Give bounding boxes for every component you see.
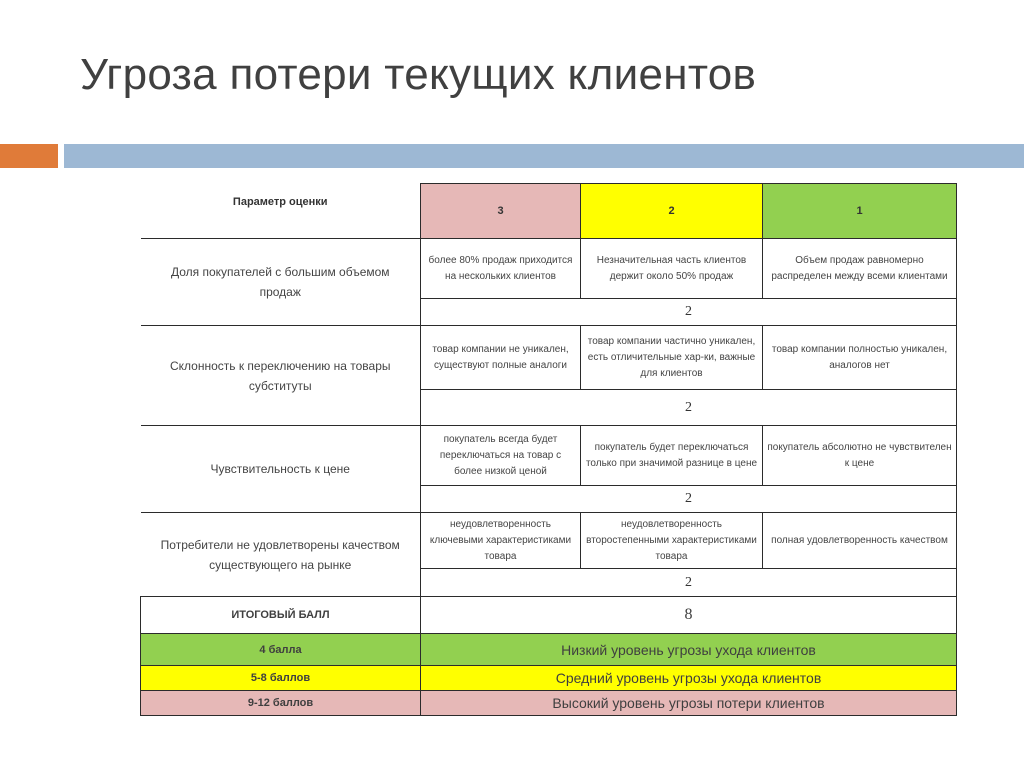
total-label: ИТОГОВЫЙ БАЛЛ — [141, 597, 421, 634]
table-row — [141, 426, 957, 486]
accent-bar-orange — [0, 144, 58, 168]
assessment-table — [140, 183, 957, 716]
page-title: Угроза потери текущих клиентов — [80, 50, 757, 99]
header-score-2: 2 — [581, 184, 763, 239]
table-header-row — [141, 184, 957, 239]
header-score-3: 3 — [421, 184, 581, 239]
desc-2: товар компании частично уникален, есть отличительные хар-ки, важные для клиентов — [581, 326, 763, 390]
level-label: 5-8 баллов — [141, 666, 421, 691]
desc-1: покупатель абсолютно не чувствителен к цене — [763, 426, 957, 486]
total-row — [141, 597, 957, 634]
level-label: 9-12 баллов — [141, 691, 421, 716]
level-row-medium — [141, 666, 957, 691]
level-text: Высокий уровень угрозы потери клиентов — [421, 691, 957, 716]
desc-3: товар компании не уникален, существуют полные аналоги — [421, 326, 581, 390]
param-label: Чувствительность к цене — [141, 426, 421, 513]
table-row — [141, 326, 957, 390]
desc-3: покупатель всегда будет переключаться на товар с более низкой ценой — [421, 426, 581, 486]
desc-2: Незначительная часть клиентов держит около 50% продаж — [581, 239, 763, 299]
desc-3: неудовлетворенность ключевыми характеристиками товара — [421, 513, 581, 569]
desc-2: покупатель будет переключаться только при значимой разнице в цене — [581, 426, 763, 486]
level-text: Средний уровень угрозы ухода клиентов — [421, 666, 957, 691]
desc-1: Объем продаж равномерно распределен между всеми клиентами — [763, 239, 957, 299]
table-row — [141, 513, 957, 569]
header-score-1: 1 — [763, 184, 957, 239]
level-text: Низкий уровень угрозы ухода клиентов — [421, 634, 957, 666]
desc-1: полная удовлетворенность качеством — [763, 513, 957, 569]
row-score: 2 — [421, 299, 957, 326]
param-label: Доля покупателей с большим объемом продаж — [141, 239, 421, 326]
desc-3: более 80% продаж приходится на нескольких клиентов — [421, 239, 581, 299]
desc-2: неудовлетворенность второстепенными характеристиками товара — [581, 513, 763, 569]
desc-1: товар компании полностью уникален, аналогов нет — [763, 326, 957, 390]
param-label: Склонность к переключению на товары субституты — [141, 326, 421, 426]
level-row-high — [141, 691, 957, 716]
row-score: 2 — [421, 486, 957, 513]
level-label: 4 балла — [141, 634, 421, 666]
header-param: Параметр оценки — [141, 184, 421, 239]
level-row-low — [141, 634, 957, 666]
row-score: 2 — [421, 390, 957, 426]
table-row — [141, 239, 957, 299]
param-label: Потребители не удовлетворены качеством существующего на рынке — [141, 513, 421, 597]
total-value: 8 — [421, 597, 957, 634]
accent-bar-blue — [64, 144, 1024, 168]
row-score: 2 — [421, 569, 957, 597]
